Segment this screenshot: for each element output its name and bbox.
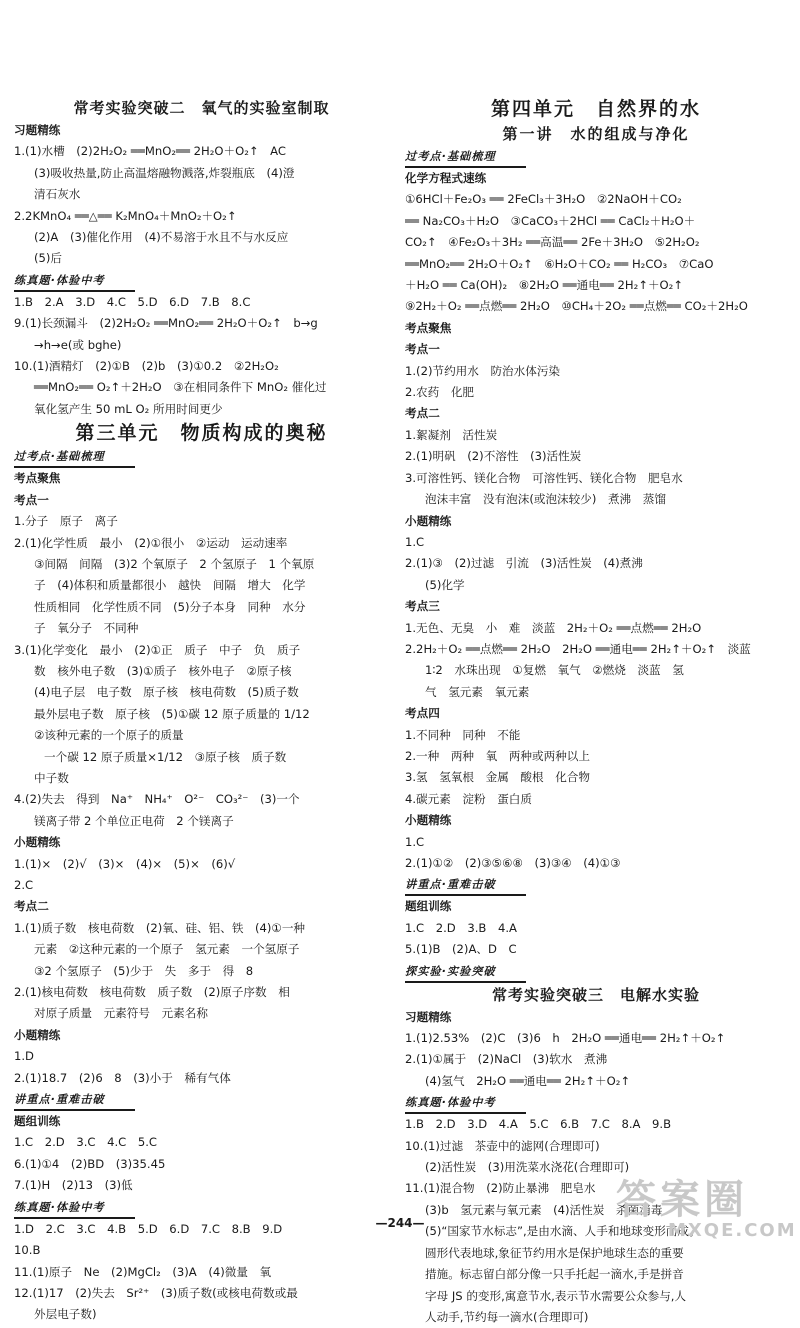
banner-heading	[405, 961, 787, 983]
text-line: 11.(1)原子 Ne (2)MgCl₂ (3)A (4)微量 氧	[14, 1264, 272, 1279]
watermark-main-text: 答案圈	[616, 1177, 748, 1223]
text-line: 1.(2)节约用水 防治水体污染	[405, 363, 561, 378]
text-line: 1.C	[405, 834, 425, 849]
subsection-heading: 考点二	[14, 899, 49, 914]
page-number: —244—	[375, 1216, 425, 1230]
banner-heading	[405, 146, 787, 168]
banner-label: 探实验·实验突破	[405, 962, 526, 983]
text-line: 3.可溶性钙、镁化合物 可溶性钙、镁化合物 肥皂水	[405, 470, 683, 485]
text-line: 2.(1)化学性质 最小 (2)①很小 ②运动 运动速率	[14, 535, 288, 550]
text-line: 性质相同 化学性质不同 (5)分子本身 同种 水分	[34, 599, 306, 614]
text-line: 对原子质量 元素符号 元素名称	[34, 1006, 208, 1021]
text-line: 2.(1)核电荷数 核电荷数 质子数 (2)原子序数 相	[14, 985, 290, 1000]
text-line: 5.(1)B (2)A、D C	[405, 942, 517, 957]
subsection-heading: 小题精练	[405, 513, 452, 528]
unit-title: 第四单元 自然界的水	[490, 98, 701, 120]
text-line: 1.B 2.A 3.D 4.C 5.D 6.D 7.B 8.C	[14, 294, 251, 309]
banner-heading	[14, 270, 389, 292]
text-line: →h→e(或 bghe)	[34, 337, 122, 352]
section-title: 常考实验突破三 电解水实验	[491, 985, 700, 1004]
text-line: 2.(1)明矾 (2)不溶性 (3)活性炭	[405, 449, 582, 464]
banner-label: 过考点·基础梳理	[14, 447, 135, 468]
banner-heading	[405, 1092, 787, 1114]
subsection-heading: 小题精练	[405, 813, 452, 828]
text-line: 1.无色、无臭 小 难 淡蓝 2H₂＋O₂ ══点燃══ 2H₂O	[405, 620, 702, 635]
text-line: 1.C 2.D 3.C 4.C 5.C	[14, 1135, 157, 1150]
subsection-heading: 题组训练	[405, 899, 452, 914]
banner-heading	[14, 446, 389, 468]
text-line: ＋H₂O ══ Ca(OH)₂ ⑧2H₂O ══通电══ 2H₂↑＋O₂↑	[405, 278, 684, 293]
text-line: (5)化学	[425, 577, 465, 592]
banner-heading	[14, 1089, 389, 1111]
text-line: (4)氢气 2H₂O ══通电══ 2H₂↑＋O₂↑	[425, 1073, 631, 1088]
subsection-heading: 题组训练	[14, 1114, 61, 1129]
text-line: ══ Na₂CO₃＋H₂O ③CaCO₃＋2HCl ══ CaCl₂＋H₂O＋	[405, 213, 696, 228]
subsection-heading: 小题精练	[14, 1027, 61, 1042]
subsection-heading: 考点二	[405, 406, 440, 421]
text-line: 2.C	[14, 878, 34, 892]
text-line: 子 氧分子 不同种	[34, 621, 139, 636]
subsection-heading: 考点一	[14, 492, 49, 507]
right-column	[405, 96, 787, 1328]
text-line: 清石灰水	[34, 187, 81, 202]
text-line: ══MnO₂══ O₂↑＋2H₂O ③在相同条件下 MnO₂ 催化过	[34, 380, 327, 395]
text-line: 1.分子 原子 离子	[14, 514, 118, 529]
subsection-heading: 考点一	[405, 342, 440, 357]
text-line: 1.C 2.D 3.B 4.A	[405, 920, 517, 935]
text-line: 2.2H₂＋O₂ ══点燃══ 2H₂O 2H₂O ══通电══ 2H₂↑＋O₂↑ 淡蓝	[405, 641, 751, 656]
banner-label: 讲重点·重难击破	[14, 1090, 135, 1111]
text-line: 数 核外电子数 (3)①质子 核外电子 ②原子核	[34, 663, 292, 678]
text-line: 11.(1)混合物 (2)防止暴沸 肥皂水	[405, 1181, 596, 1196]
text-line: 10.(1)酒精灯 (2)①B (2)b (3)①0.2 ②2H₂O₂	[14, 359, 279, 374]
subsection-heading: 习题精练	[405, 1009, 452, 1024]
text-line: 1.D	[14, 1049, 34, 1064]
left-column	[14, 96, 389, 1326]
text-line: ①6HCl＋Fe₂O₃ ══ 2FeCl₃＋3H₂O ②2NaOH＋CO₂	[405, 192, 682, 207]
banner-label: 练真题·体验中考	[405, 1093, 526, 1114]
text-line: 1.(1)质子数 核电荷数 (2)氧、硅、铝、铁 (4)①一种	[14, 920, 306, 935]
text-line: 措施。标志留白部分像一只手托起一滴水,手是拼音	[425, 1267, 684, 1282]
text-line: 2.(1)③ (2)过滤 引流 (3)活性炭 (4)煮沸	[405, 556, 643, 571]
watermark-site-text: MXQE.COM	[668, 1220, 797, 1241]
subsection-heading: 考点四	[405, 706, 440, 721]
section-title: 常考实验突破二 氧气的实验室制取	[73, 99, 330, 117]
text-line: 1.D 2.C 3.C 4.B 5.D 6.D 7.C 8.B 9.D	[14, 1221, 283, 1236]
text-line: (5)后	[34, 251, 63, 266]
text-line: ⑨2H₂＋O₂ ══点燃══ 2H₂O ⑩CH₄＋2O₂ ══点燃══ CO₂＋2H₂O	[405, 299, 748, 314]
subsection-heading: 化学方程式速练	[405, 171, 487, 185]
text-line: 最外层电子数 原子核 (5)①碳 12 原子质量的 1/12	[34, 706, 310, 721]
text-line: 镁离子带 2 个单位正电荷 2 个镁离子	[34, 813, 234, 828]
text-line: CO₂↑ ④Fe₂O₃＋3H₂ ══高温══ 2Fe＋3H₂O ⑤2H₂O₂	[405, 235, 700, 250]
text-line: (3)吸收热量,防止高温熔融物溅落,炸裂瓶底 (4)澄	[34, 165, 295, 180]
banner-label: 练真题·体验中考	[14, 1198, 135, 1219]
text-line: 9.(1)长颈漏斗 (2)2H₂O₂ ══MnO₂══ 2H₂O＋O₂↑ b→g	[14, 316, 318, 331]
subsection-heading: 考点聚焦	[14, 471, 61, 486]
text-line: 1.(1)水槽 (2)2H₂O₂ ══MnO₂══ 2H₂O＋O₂↑ AC	[14, 144, 286, 159]
text-line: 2.(1)①② (2)③⑤⑥⑧ (3)③④ (4)①③	[405, 856, 621, 870]
text-line: 中子数	[34, 770, 69, 785]
text-line: 10.(1)过滤 茶壶中的滤网(合理即可)	[405, 1138, 600, 1153]
text-line: 6.(1)①4 (2)BD (3)35.45	[14, 1156, 166, 1171]
text-line: 1.B 2.D 3.D 4.A 5.C 6.B 7.C 8.A 9.B	[405, 1117, 672, 1132]
text-line: (2)活性炭 (3)用洗菜水浇花(合理即可)	[425, 1160, 630, 1175]
text-line: 1.絮凝剂 活性炭	[405, 427, 498, 442]
text-line: 10.B	[14, 1243, 41, 1258]
text-line: 子 (4)体积和质量都很小 越快 间隔 增大 化学	[34, 578, 306, 593]
text-line: 1∶2 水珠出现 ①复燃 氧气 ②燃烧 淡蓝 氢	[425, 663, 684, 678]
subsection-heading: 考点三	[405, 599, 440, 614]
text-line: 1.(1)2.53% (2)C (3)6 h 2H₂O ══通电══ 2H₂↑＋O₂↑	[405, 1031, 726, 1046]
lesson-title: 第一讲 水的组成与净化	[502, 125, 690, 143]
text-line: (4)电子层 电子数 原子核 核电荷数 (5)质子数	[34, 685, 299, 700]
text-line: (2)A (3)催化作用 (4)不易溶于水且不与水反应	[34, 230, 289, 245]
subsection-heading: 小题精练	[14, 835, 61, 850]
subsection-heading: 习题精练	[14, 123, 61, 137]
banner-label: 练真题·体验中考	[14, 271, 135, 292]
banner-label: 讲重点·重难击破	[405, 875, 526, 896]
text-line: 2.(1)18.7 (2)6 8 (3)小于 稀有气体	[14, 1070, 231, 1085]
text-line: 1.C	[405, 534, 425, 549]
text-line: 圆形代表地球,象征节约用水是保护地球生态的重要	[425, 1245, 684, 1260]
text-line: ══MnO₂══ 2H₂O＋O₂↑ ⑥H₂O＋CO₂ ══ H₂CO₃ ⑦CaO	[405, 256, 714, 271]
text-line: 气 氢元素 氧元素	[425, 684, 530, 699]
text-line: 泡沫丰富 没有泡沫(或泡沫较少) 煮沸 蒸馏	[425, 492, 666, 507]
text-line: 12.(1)17 (2)失去 Sr²⁺ (3)质子数(或核电荷数或最	[14, 1285, 298, 1300]
text-line: 2.(1)①属于 (2)NaCl (3)软水 煮沸	[405, 1052, 608, 1067]
banner-heading	[405, 874, 787, 896]
text-line: 外层电子数)	[34, 1307, 97, 1322]
text-line: 一个碳 12 原子质量×1/12 ③原子核 质子数	[44, 749, 287, 764]
text-line: 氧化氢产生 50 mL O₂ 所用时间更少	[34, 401, 223, 416]
text-line: ③2 个氢原子 (5)少于 失 多于 得 8	[34, 963, 254, 978]
watermark-logo	[608, 1168, 797, 1248]
text-line: ③间隔 间隔 (3)2 个氧原子 2 个氢原子 1 个氧原	[34, 556, 315, 571]
subsection-heading: 考点聚焦	[405, 320, 452, 335]
text-line: 2.一种 两种 氧 两种或两种以上	[405, 748, 590, 763]
text-line: 4.(2)失去 得到 Na⁺ NH₄⁺ O²⁻ CO₃²⁻ (3)一个	[14, 792, 300, 807]
text-line: 4.碳元素 淀粉 蛋白质	[405, 791, 532, 806]
text-line: 3.氢 氢氧根 金属 酸根 化合物	[405, 770, 590, 785]
text-line: 字母 JS 的变形,寓意节水,表示节水需要公众参与,人	[425, 1288, 687, 1303]
banner-label: 过考点·基础梳理	[405, 147, 526, 168]
text-line: 2.2KMnO₄ ══△══ K₂MnO₄＋MnO₂＋O₂↑	[14, 208, 237, 223]
text-line: ②该种元素的一个原子的质量	[34, 728, 184, 743]
text-line: 7.(1)H (2)13 (3)低	[14, 1178, 133, 1193]
text-line: (3)b 氢元素与氧元素 (4)活性炭 杀菌消毒	[425, 1202, 663, 1217]
text-line: 1.(1)× (2)√ (3)× (4)× (5)× (6)√	[14, 856, 236, 871]
unit-title: 第三单元 物质构成的奥秘	[75, 422, 328, 445]
text-line: 3.(1)化学变化 最小 (2)①正 质子 中子 负 质子	[14, 642, 301, 657]
text-line: 元素 ②这种元素的一个原子 氢元素 一个氢原子	[34, 942, 300, 957]
text-line: 人动手,节约每一滴水(合理即可)	[425, 1309, 589, 1324]
text-line: 1.不同种 同种 不能	[405, 727, 521, 742]
text-line: (5)“国家节水标志”,是由水滴、人手和地球变形而成。	[425, 1224, 701, 1239]
text-line: 2.农药 化肥	[405, 385, 475, 400]
